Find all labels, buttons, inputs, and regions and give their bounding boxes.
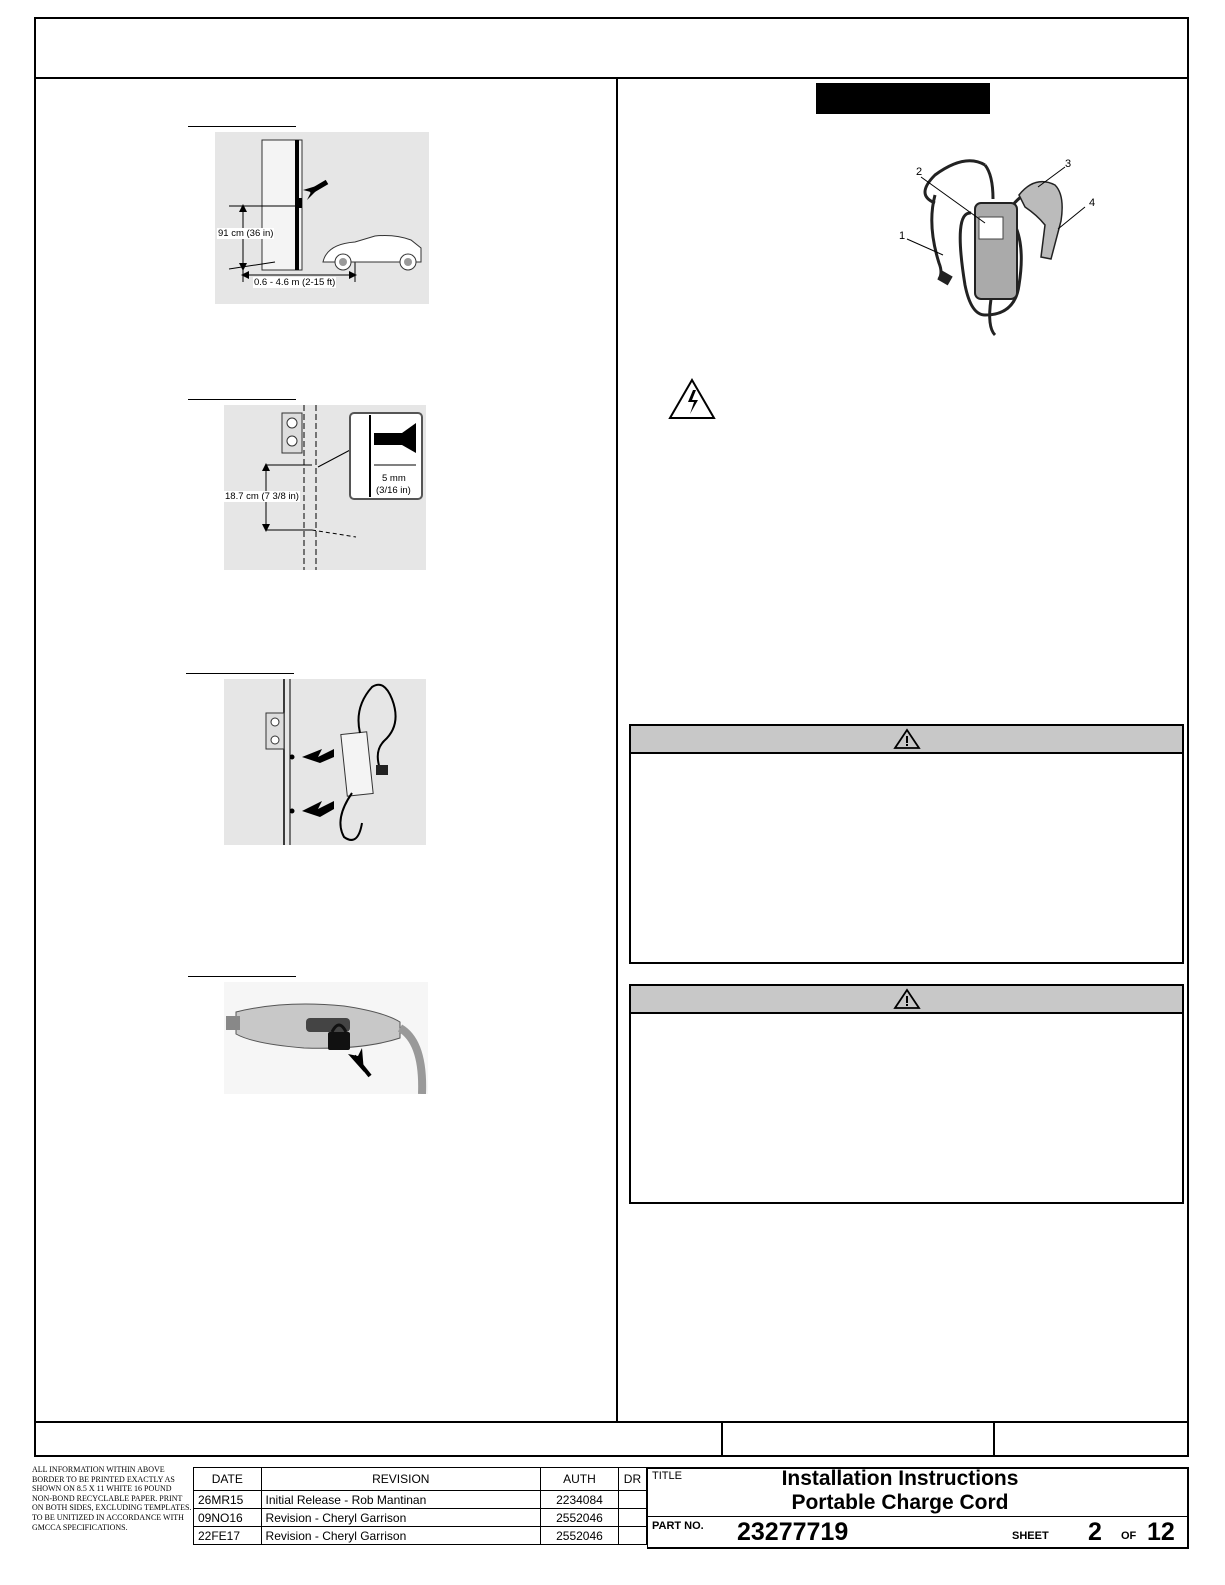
revision-date: 22FE17 xyxy=(194,1527,262,1545)
figure-wall-outlet-location xyxy=(215,132,429,304)
figure-portable-charge-cord xyxy=(895,155,1100,340)
sheet-label: SHEET xyxy=(1012,1530,1049,1542)
revision-dr xyxy=(618,1491,646,1509)
warning-box-2 xyxy=(629,984,1184,1204)
total-sheets: 12 xyxy=(1147,1518,1175,1546)
figure-padlock-connector xyxy=(224,982,428,1094)
revision-dr xyxy=(618,1509,646,1527)
warning-box-1-header xyxy=(631,726,1182,754)
figure-4-caption-rule xyxy=(188,976,296,977)
figure-screw-spacing xyxy=(224,405,426,570)
screw-depth-label-line1: 5 mm xyxy=(382,473,406,484)
revision-table xyxy=(193,1467,647,1545)
header-divider xyxy=(34,77,1189,79)
print-specification-note: ALL INFORMATION WITHIN ABOVE BORDER TO BE PRINTED EXACTLY AS SHOWN ON 8.5 X 11 WHITE 16 POUND NON-BOND RECYCLABLE PAPER. PRINT ON BOTH SIDES, EXCLUDING TEMPLATES. TO BE UNITIZED IN ACCORDANCE WITH GMCCA SPECIFICATIONS. xyxy=(32,1465,192,1532)
header-dr: DR xyxy=(618,1468,646,1491)
revision-row xyxy=(194,1491,647,1509)
revision-date: 09NO16 xyxy=(194,1509,262,1527)
part-no-label: PART NO. xyxy=(652,1520,704,1532)
part-number: 23277719 xyxy=(737,1518,849,1546)
section-title-bar xyxy=(816,83,990,114)
warning-triangle-icon xyxy=(893,728,921,750)
charge-cord-illustration xyxy=(895,155,1100,340)
revision-auth: 2234084 xyxy=(541,1491,619,1509)
figure-2-caption-rule xyxy=(188,399,296,400)
revision-description: Initial Release - Rob Mantinan xyxy=(261,1491,540,1509)
padlock-connector-illustration xyxy=(224,982,428,1094)
revision-dr xyxy=(618,1527,646,1545)
callout-2: 2 xyxy=(916,166,923,178)
revision-date: 26MR15 xyxy=(194,1491,262,1509)
revision-row xyxy=(194,1527,647,1545)
header-auth: AUTH xyxy=(541,1468,619,1491)
document-title-line2: Portable Charge Cord xyxy=(791,1491,1009,1514)
warning-box-2-header xyxy=(631,986,1182,1014)
electrical-hazard-icon xyxy=(668,378,716,420)
callout-4: 4 xyxy=(1089,197,1096,209)
callout-1: 1 xyxy=(899,230,906,242)
header-revision: REVISION xyxy=(261,1468,540,1491)
caution-triangle-icon xyxy=(893,988,921,1010)
revision-description: Revision - Cheryl Garrison xyxy=(261,1527,540,1545)
revision-description: Revision - Cheryl Garrison xyxy=(261,1509,540,1527)
parking-distance-label: 0.6 - 4.6 m (2-15 ft) xyxy=(254,277,336,288)
title-partno-divider xyxy=(647,1516,1189,1517)
mount-charger-illustration xyxy=(224,679,426,845)
revision-auth: 2552046 xyxy=(541,1509,619,1527)
revision-header-row xyxy=(194,1468,647,1491)
revision-row xyxy=(194,1509,647,1527)
of-label: OF xyxy=(1121,1530,1137,1542)
title-label: TITLE xyxy=(652,1470,682,1482)
document-title-line1: Installation Instructions xyxy=(781,1467,1019,1490)
sheet-number: 2 xyxy=(1088,1518,1102,1546)
header-date: DATE xyxy=(194,1468,262,1491)
figure-3-caption-rule xyxy=(186,673,294,674)
revision-auth: 2552046 xyxy=(541,1527,619,1545)
figure-mount-charger xyxy=(224,679,426,845)
warning-box-1 xyxy=(629,724,1184,964)
callout-3: 3 xyxy=(1065,158,1072,170)
footer-cell-divider-2 xyxy=(993,1421,995,1457)
screw-depth-label-line2: (3/16 in) xyxy=(376,485,411,496)
screw-spacing-label: 18.7 cm (7 3/8 in) xyxy=(225,491,299,502)
footer-cell-divider-1 xyxy=(721,1421,723,1457)
column-divider xyxy=(616,77,618,1423)
outlet-height-label: 91 cm (36 in) xyxy=(218,228,274,239)
figure-1-caption-rule xyxy=(188,126,296,127)
footer-divider xyxy=(34,1421,1189,1423)
